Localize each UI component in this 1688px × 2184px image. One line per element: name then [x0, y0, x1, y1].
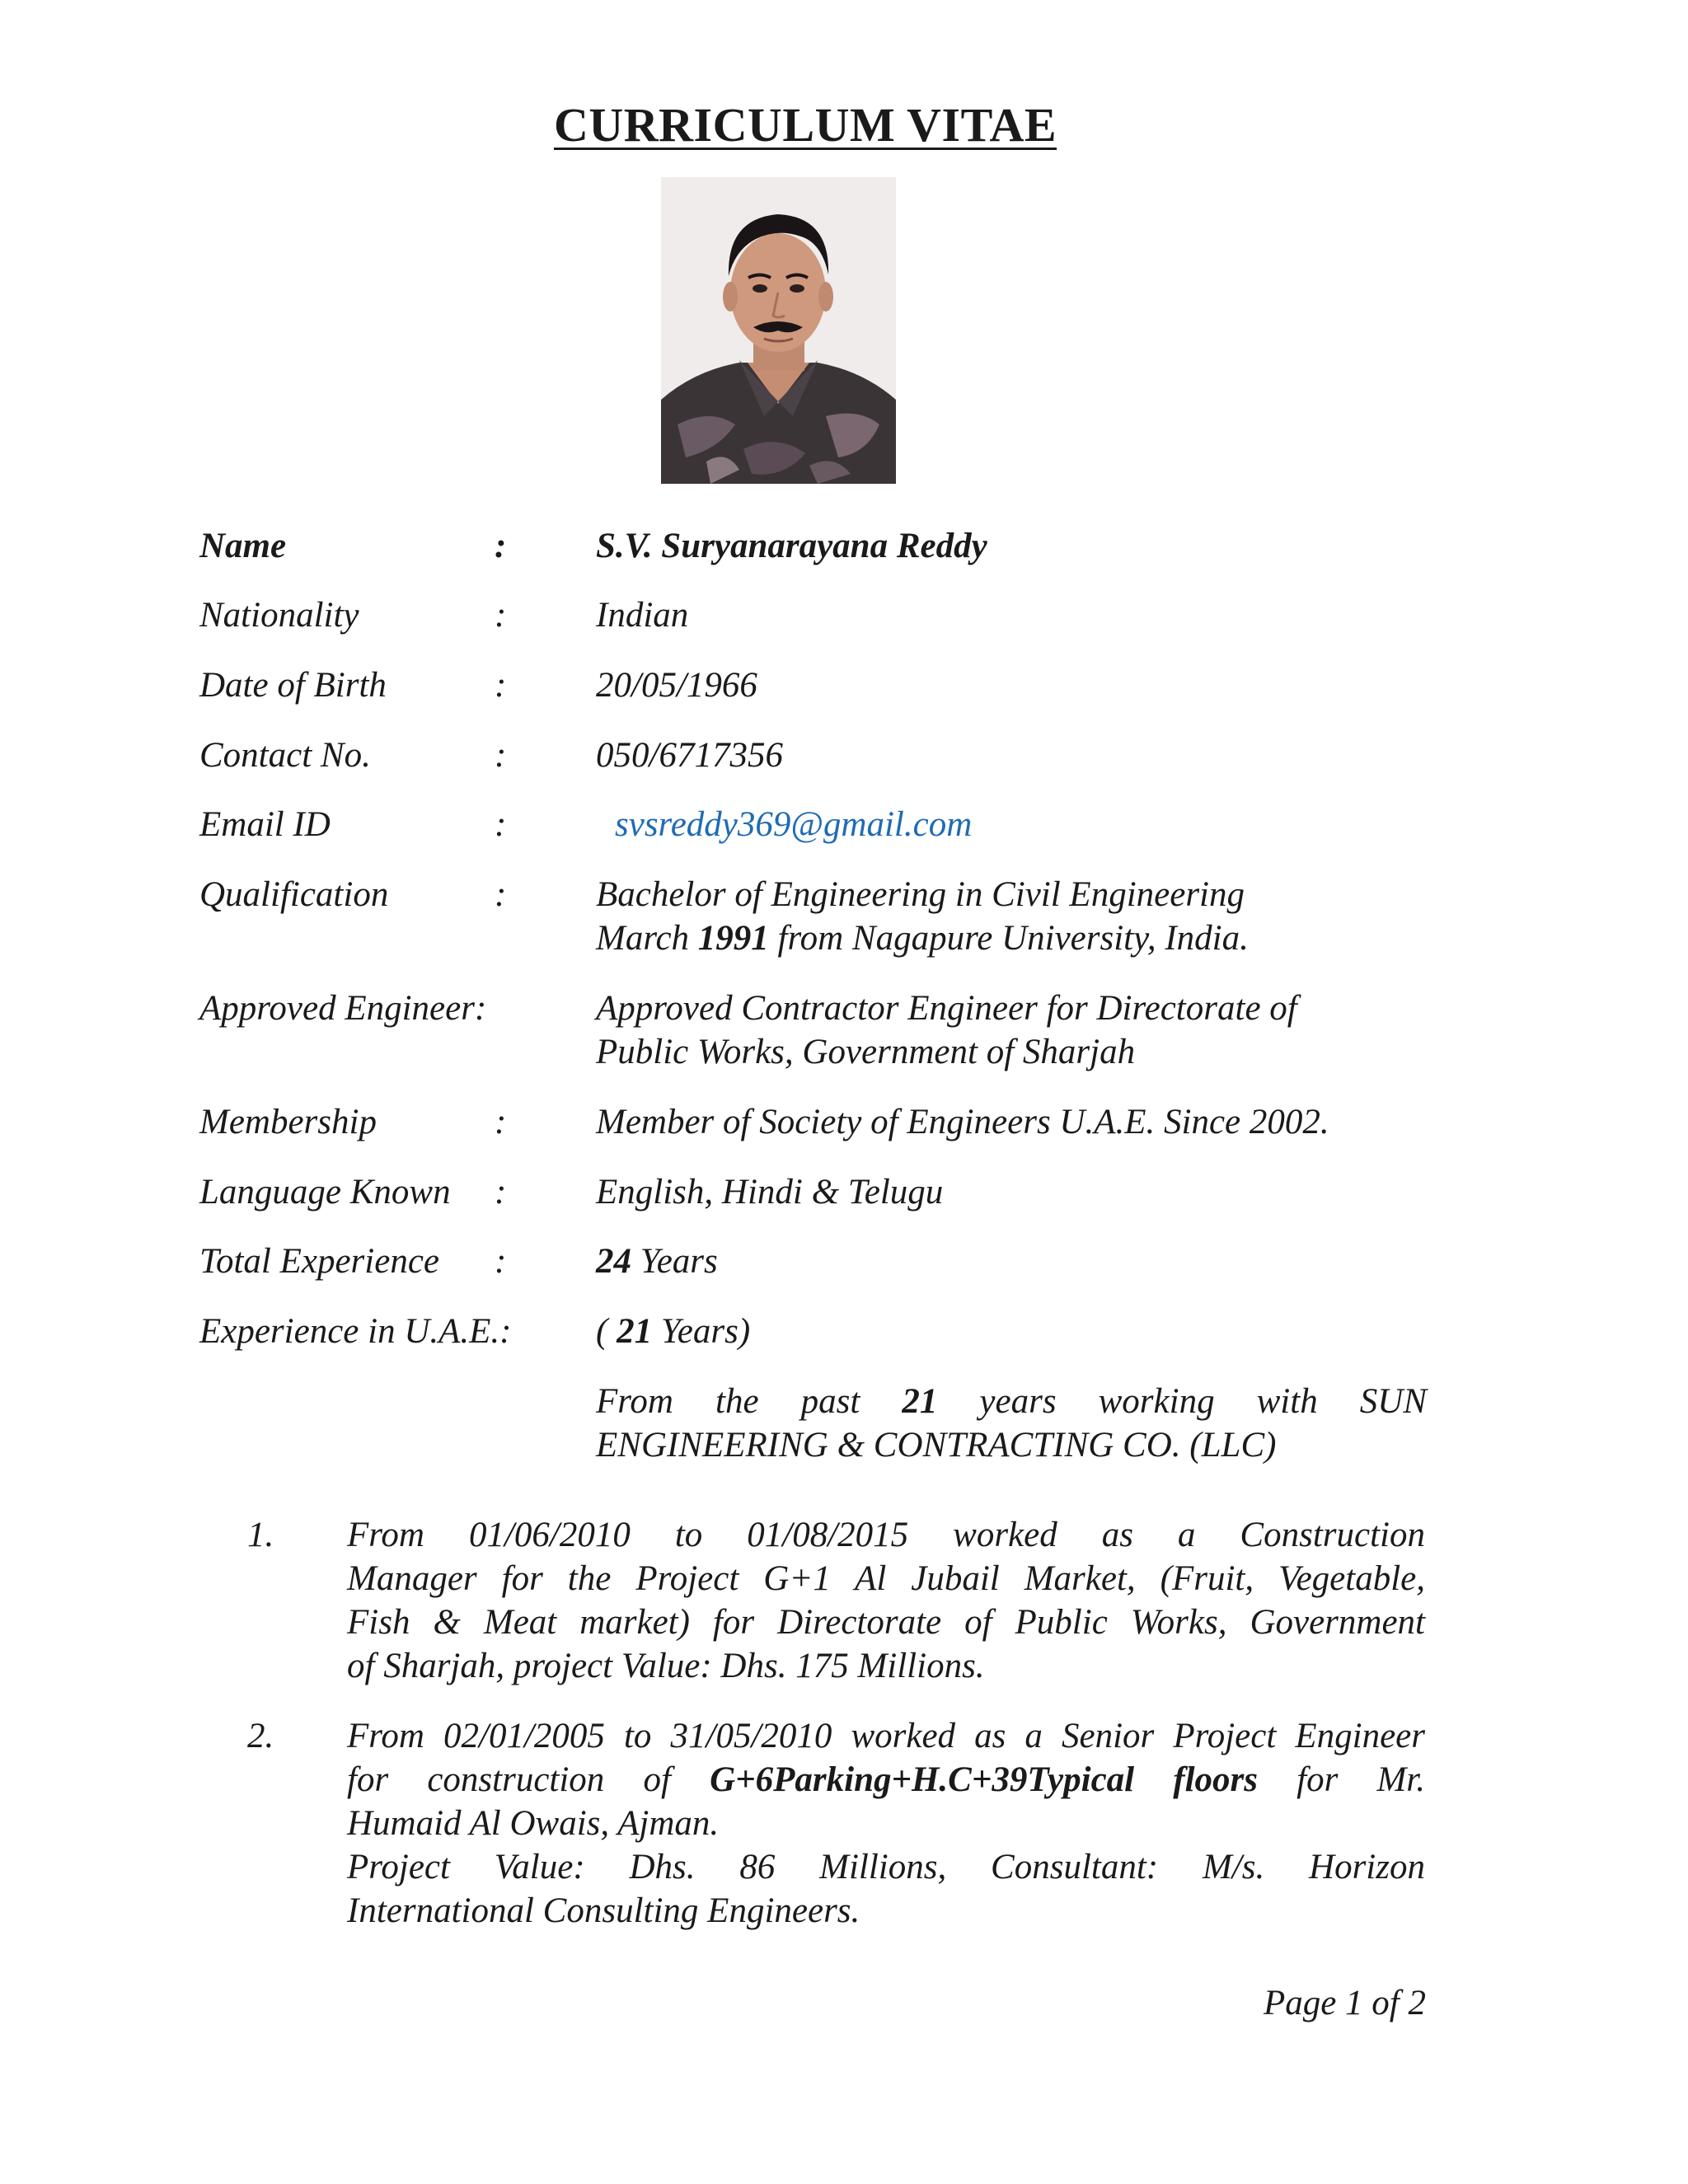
field-colon: :: [495, 875, 507, 914]
project-1-line3: Fish & Meat market) for Directorate of Public Works, Government: [347, 1603, 1425, 1642]
field-label-language: Language Known: [199, 1173, 451, 1212]
field-colon: :: [495, 666, 507, 705]
project-2-line2: for construction of G+6Parking+H.C+39Typical floors for Mr.: [347, 1760, 1425, 1799]
project-2-line4: Project Value: Dhs. 86 Millions, Consultant: M/s. Horizon: [347, 1848, 1425, 1886]
field-colon: :: [495, 805, 507, 844]
field-label-nationality: Nationality: [199, 596, 359, 635]
field-colon: :: [495, 596, 507, 635]
profile-photo: [661, 177, 896, 484]
project-1-line4: of Sharjah, project Value: Dhs. 175 Millions.: [347, 1647, 985, 1685]
page-number: Page 1 of 2: [1263, 1984, 1426, 2022]
field-colon: :: [495, 1103, 507, 1141]
field-value-approved-engineer-line2: Public Works, Government of Sharjah: [596, 1033, 1136, 1071]
field-value-language: English, Hindi & Telugu: [596, 1173, 944, 1212]
list-number: 2.: [247, 1717, 274, 1755]
field-value-uae-experience: ( 21 Years): [596, 1312, 751, 1351]
field-value-approved-engineer-line1: Approved Contractor Engineer for Directorate of: [596, 989, 1297, 1028]
field-colon: :: [495, 736, 507, 775]
project-1-line1: From 01/06/2010 to 01/08/2015 worked as a Construction: [347, 1516, 1425, 1554]
field-label-name: Name: [199, 527, 287, 565]
field-value-name: S.V. Suryanarayana Reddy: [596, 527, 987, 565]
project-2-line1: From 02/01/2005 to 31/05/2010 worked as a Senior Project Engineer: [347, 1717, 1425, 1755]
field-label-total-experience: Total Experience: [199, 1242, 439, 1281]
list-number: 1.: [247, 1516, 274, 1554]
field-value-nationality: Indian: [596, 596, 689, 635]
project-1-line2: Manager for the Project G+1 Al Jubail Market, (Fruit, Vegetable,: [347, 1559, 1425, 1598]
field-label-uae-experience: Experience in U.A.E.:: [199, 1312, 512, 1351]
page-title: CURRICULUM VITAE: [554, 98, 1057, 152]
email-link[interactable]: svsreddy369@gmail.com: [615, 805, 973, 844]
uae-note-line1: From the past 21 years working with SUN: [596, 1382, 1427, 1421]
field-label-qualification: Qualification: [199, 875, 389, 914]
project-2-line5: International Consulting Engineers.: [347, 1891, 860, 1930]
field-label-membership: Membership: [199, 1103, 377, 1141]
field-label-date-of-birth: Date of Birth: [199, 666, 387, 705]
field-colon: :: [495, 527, 507, 565]
field-colon: :: [495, 1173, 507, 1212]
field-colon: :: [495, 1242, 507, 1281]
uae-note-line2: ENGINEERING & CONTRACTING CO. (LLC): [596, 1426, 1277, 1465]
field-value-date-of-birth: 20/05/1966: [596, 666, 757, 705]
field-value-contact: 050/6717356: [596, 736, 783, 775]
field-label-approved-engineer: Approved Engineer:: [199, 989, 487, 1028]
field-value-total-experience: 24 Years: [596, 1242, 718, 1281]
field-value-membership: Member of Society of Engineers U.A.E. Since 2002.: [596, 1103, 1329, 1141]
field-label-email: Email ID: [199, 805, 331, 844]
field-label-contact: Contact No.: [199, 736, 371, 775]
field-value-qualification-line2: March 1991 from Nagapure University, India.: [596, 919, 1249, 958]
field-value-qualification-line1: Bachelor of Engineering in Civil Engineering: [596, 875, 1245, 914]
project-2-line3: Humaid Al Owais, Ajman.: [347, 1804, 720, 1843]
